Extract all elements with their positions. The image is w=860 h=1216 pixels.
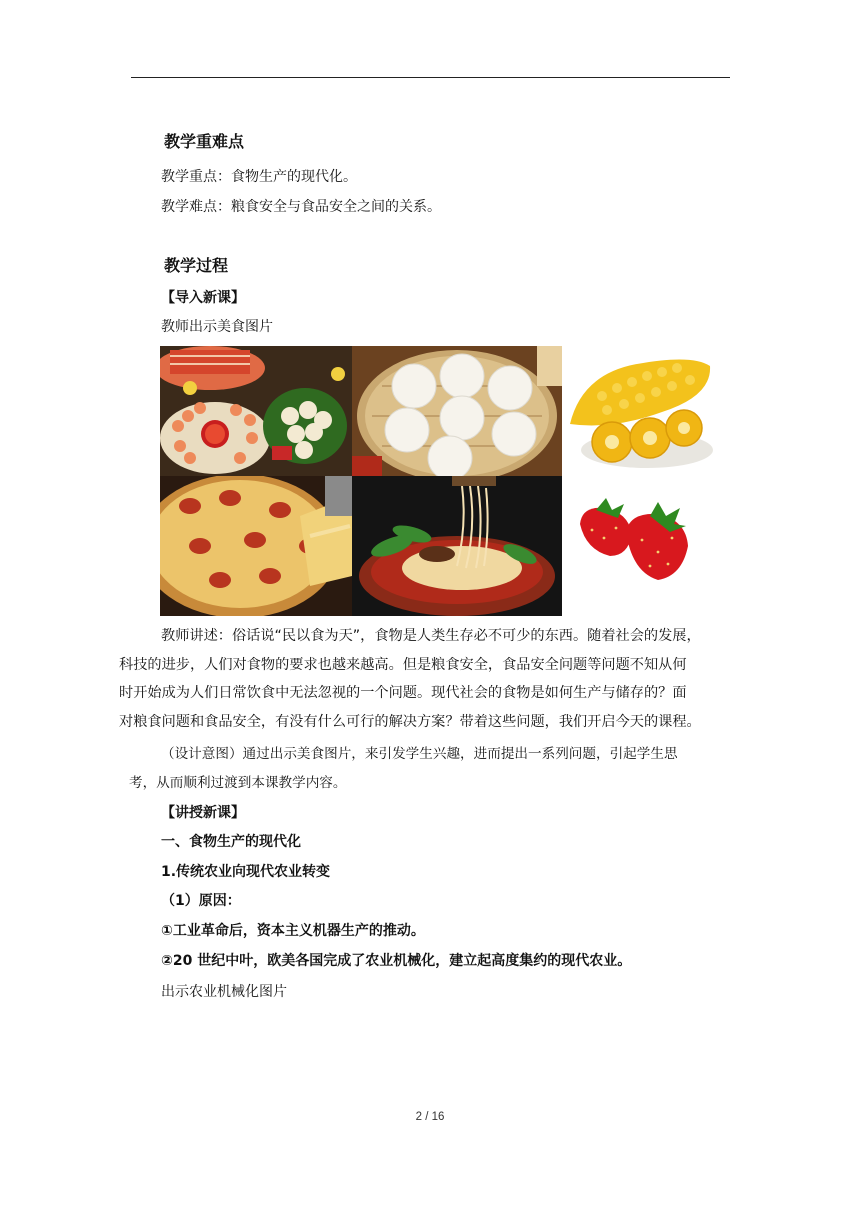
design-line-2: 考，从而顺利过渡到本课教学内容。: [129, 774, 347, 791]
strawberries-photo: [562, 476, 713, 586]
header-rule: [131, 77, 730, 78]
seafood-platter-photo: [160, 346, 352, 476]
corn-photo: [562, 346, 713, 476]
teacher-line-2: 科技的进步，人们对食物的要求也越来越高。但是粮食安全，食品安全问题等问题不知从何: [119, 656, 687, 673]
new-lesson-label: 【讲授新课】: [161, 805, 245, 821]
reason-label: （1）原因：: [161, 893, 241, 909]
design-intent: [129, 740, 729, 797]
key-points-heading: 教学重难点: [164, 132, 245, 151]
reason-2: ②20 世纪中叶，欧美各国完成了农业机械化，建立起高度集约的现代农业。: [161, 953, 632, 969]
teacher-line-3: 时开始成为人们日常饮食中无法忽视的一个问题。现代社会的食物是如何生产与储存的？面: [119, 685, 687, 701]
show-mechanization-text: 出示农业机械化图片: [161, 984, 287, 1000]
intro-text: 教师出示美食图片: [161, 319, 273, 335]
design-line-1: （设计意图）通过出示美食图片，来引发学生兴趣，进而提出一系列问题，引起学生思: [161, 746, 678, 762]
pizza-photo: [160, 476, 352, 616]
teacher-line-1: 教师讲述：俗话说“民以食为天”，食物是人类生存必不可少的东西。随着社会的发展，: [161, 628, 701, 644]
noodles-photo: [352, 476, 562, 616]
teacher-line-4: 对粮食问题和食品安全，有没有什么可行的解决方案？带着这些问题，我们开启今天的课程。: [119, 713, 701, 730]
teaching-focus: 教学重点：食物生产的现代化。: [161, 169, 357, 185]
intro-label: 【导入新课】: [161, 290, 245, 306]
teacher-narration: [119, 622, 729, 736]
reason-1: ①工业革命后，资本主义机器生产的推动。: [161, 923, 425, 939]
page-number: 2 / 16: [415, 1111, 445, 1123]
steamed-buns-photo: [352, 346, 562, 476]
subtopic-1-heading: 1.传统农业向现代农业转变: [161, 864, 331, 880]
process-heading: 教学过程: [164, 256, 229, 275]
topic-1-heading: 一、食物生产的现代化: [161, 834, 301, 850]
teaching-difficulty: 教学难点：粮食安全与食品安全之间的关系。: [161, 199, 441, 215]
